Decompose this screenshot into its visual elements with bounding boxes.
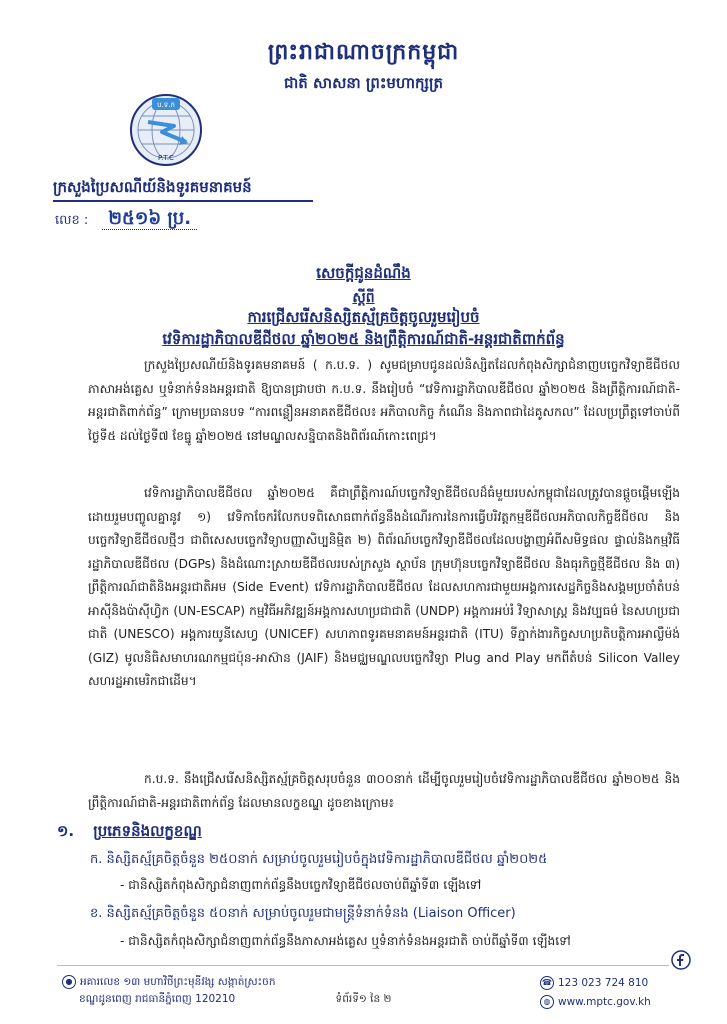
phone-number[interactable]: 123 023 724 810: [558, 977, 649, 989]
list-item: ខ. និស្សិតស្ម័គ្រចិត្តចំនួន ៥០នាក់ សម្រាប់ចូលរួមជាមន្ត្រីទំនាក់ទំនង (Liaison Officer): [90, 906, 516, 921]
phone-icon: ☎: [540, 976, 554, 990]
notice-title: សេចក្តីជូនដំណឹង: [316, 264, 411, 282]
letter-number-label: លេខ :: [55, 213, 89, 228]
globe-icon: ◍: [540, 995, 554, 1009]
website-link[interactable]: www.mptc.gov.kh: [558, 996, 651, 1008]
letter-number-value: ២៥១៦ ប្រ.: [102, 208, 197, 230]
ministry-underline: [53, 200, 313, 202]
logo-bottom-text: P.T.C: [158, 154, 174, 162]
logo-top-text: ប.ទ.ក: [157, 101, 175, 109]
section-number: ១.: [57, 822, 75, 840]
facebook-icon[interactable]: [671, 950, 691, 970]
ptc-emblem-icon: [128, 92, 204, 168]
paragraph-intro: ក្រសួងប្រៃសណីយ៍និងទូរគមនាគមន៍ ( ក.ប.ទ. ) សូមជម្រាបជូនដល់និស្សិតដែលកំពុងសិក្សាជំនាញបច្ចេកវិទ្យាឌីជីថល ភាសាអង់គ្លេស ឬទំនាក់ទំនងអន្តរជាតិ ឱ្យបានជ្រាបថា ក.ប.ទ. នឹងរៀបចំ “វេទិការដ្ឋាភិបាលឌីជីថល ឆ្នាំ២០២៥ និងព្រឹត្តិការណ៍ជាតិ-អន្តរជាតិពាក់ព័ន្ធ” ក្រោមប្រធានបទ “ការពន្លឿនអនាគតឌីជីថល៖ អភិបាលកិច្ច កំណើន និងភាពជាដៃគូសកល” ដែលប្រព្រឹត្តទៅចាប់ពីថ្ងៃទី៥ ដល់ថ្ងៃទី៧ ខែធ្នូ ឆ្នាំ២០២៥ នៅមណ្ឌលសន្និបាតនិងពិព័រណ៍កោះពេជ្រ។: [88, 358, 680, 443]
letter-number: [55, 206, 197, 233]
list-item-condition: - ជានិស្សិតកំពុងសិក្សាជំនាញពាក់ព័ន្ធនឹងបច្ចេកវិទ្យាឌីជីថលចាប់ពីឆ្នាំទី៣ ឡើងទៅ: [120, 878, 482, 892]
notice-subject-line1: ការជ្រើសរើសនិស្សិតស្ម័គ្រចិត្តចូលរួមរៀបចំ: [247, 308, 480, 326]
list-item-condition: - ជានិស្សិតកំពុងសិក្សាជំនាញពាក់ព័ន្ធនឹងភាសាអង់គ្លេស ឬទំនាក់ទំនងអន្តរជាតិ ចាប់ពីឆ្នាំទី៣ ឡើងទៅ: [120, 934, 571, 948]
address-line2: ខណ្ឌដូនពេញ រាជធានីភ្នំពេញ 120210: [79, 993, 236, 1005]
kingdom-title: ព្រះរាជាណាចក្រកម្ពុជា: [267, 39, 460, 65]
paragraph-forum-description: វេទិការដ្ឋាភិបាលឌីជីថល ឆ្នាំ២០២៥ គឺជាព្រឹត្តិការណ៍បច្ចេកវិទ្យាឌីជីថលដ៏ធំមួយរបស់កម្ពុជាដែលត្រូវបានផ្តួចផ្តើមឡើងដោយរួមបញ្ចូលគ្នានូវ ១) វេទិកាចែករំលែកបទពិសោធពាក់ព័ន្ធនឹងដំណើរការនៃការធ្វើបរិវត្តកម្មឌីជីថលអភិបាលកិច្ចឌីជីថល និងបច្ចេកវិទ្យាឌីជីថលថ្មីៗ ជាពិសេសបច្ចេកវិទ្យាបញ្ញាសិប្បនិម្មិត ២) ពិព័រណ៍បច្ចេកវិទ្យាឌីជីថលដែលបង្ហាញអំពីសមិទ្ធផល ផ្ទាល់និងកម្មវិធីរដ្ឋាភិបាលឌីជីថល (DGPs) និងដំណោះស្រាយឌីជីថលរបស់ក្រសួង ស្ថាប័ន ក្រុមហ៊ុនបច្ចេកវិទ្យាឌីជីថល និងធុរកិច្ចថ្មីឌីជីថល និង ៣) ព្រឹត្តិការណ៍ជាតិនិងអន្តរជាតិអម (Side Event) វេទិការដ្ឋាភិបាលឌីជីថល ដែលសហការជាមួយអង្គការសេដ្ឋកិច្ចនិងសង្គមប្រចាំតំបន់អាស៊ីនិងប៉ាស៊ីហ្វិក (UN-ESCAP) កម្មវិធីអភិវឌ្ឍន៍អង្គការសហប្រជាជាតិ (UNDP) អង្គការអប់រំ វិទ្យាសាស្ត្រ និងវប្បធម៌ នៃសហប្រជាជាតិ (UNESCO) អង្គការយូនីសេហ្វ (UNICEF) សហភាពទូរគមនាគមន៍អន្តរជាតិ (ITU) ទីភ្នាក់ងារកិច្ចសហប្រតិបត្តិការអាល្លឺម៉ង់ (GIZ) មូលនិធិសមាហរណកម្មជប៉ុន-អាស៊ាន (JAIF) និងមជ្ឈមណ្ឌលបច្ចេកវិទ្យា Plug and Play មកពីតំបន់ Silicon Valley សហរដ្ឋអាមេរិកជាដើម។: [88, 486, 680, 688]
location-pin-icon: ●: [62, 975, 76, 989]
section-heading: [57, 822, 202, 844]
list-item: ក. និស្សិតស្ម័គ្រចិត្តចំនួន ២៥០នាក់ សម្រាប់ចូលរួមរៀបចំក្នុងវេទិការដ្ឋាភិបាលឌីជីថល ឆ្នាំ២០២៥: [90, 852, 548, 867]
ministry-logo: [128, 92, 204, 168]
page-number: ទំព័រទី១ នៃ ២: [335, 993, 392, 1005]
notice-subject-label: ស្តីពី: [352, 290, 375, 306]
footer-divider: [57, 965, 669, 966]
address-line1: អគារលេខ ១៣ មហាវិថីព្រះមុនីវង្ស សង្កាត់ស្រះចក: [80, 976, 276, 988]
kingdom-motto: ជាតិ សាសនា ព្រះមហាក្សត្រ: [284, 74, 443, 92]
footer-contact: [540, 974, 651, 1012]
ministry-name: ក្រសួងប្រៃសណីយ៍និងទូរគមនាគមន៍: [53, 178, 252, 196]
section-title: ប្រភេទនិងលក្ខខណ្ឌ: [93, 822, 202, 840]
paragraph-recruitment: ក.ប.ទ. នឹងជ្រើសរើសនិស្សិតស្ម័គ្រចិត្តសរុបចំនួន ៣០០នាក់ ដើម្បីចូលរួមរៀបចំវេទិការដ្ឋាភិបាលឌីជីថល ឆ្នាំ២០២៥ និងព្រឹត្តិការណ៍ជាតិ-អន្តរជាតិពាក់ព័ន្ធ ដែលមានលក្ខខណ្ឌ ដូចខាងក្រោម៖: [88, 772, 680, 810]
notice-subject-line2: វេទិការដ្ឋាភិបាលឌីជីថល ឆ្នាំ២០២៥ និងព្រឹត្តិការណ៍ជាតិ-អន្តរជាតិពាក់ព័ន្ធ: [162, 330, 565, 348]
kingdom-header: [0, 38, 727, 96]
